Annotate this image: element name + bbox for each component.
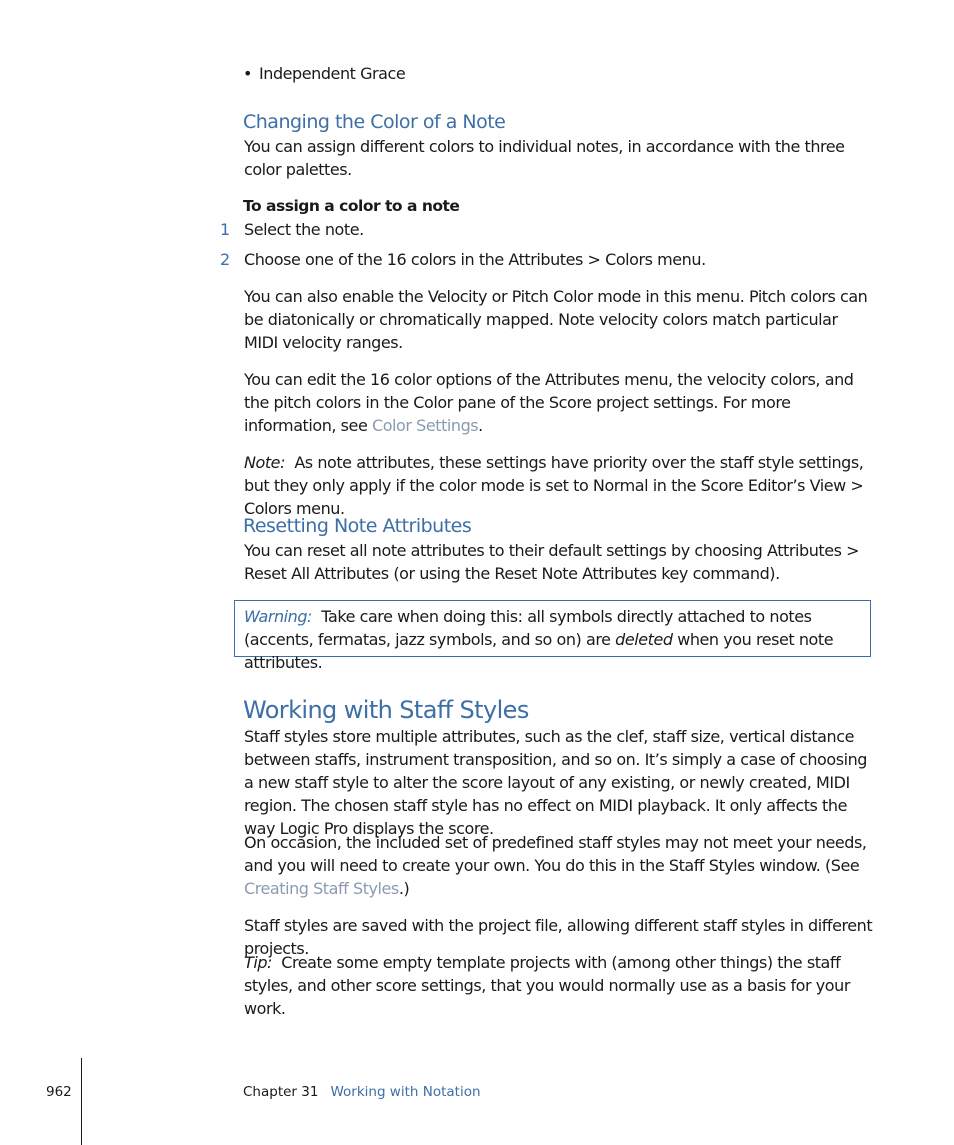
step-text: Choose one of the 16 colors in the Attributes > Colors menu. <box>244 250 706 269</box>
warning-paragraph <box>244 605 869 674</box>
step-1 <box>220 218 880 241</box>
color-settings-link[interactable]: Color Settings <box>371 416 479 435</box>
step-text: Select the note. <box>244 220 364 239</box>
paragraph-end: .) <box>398 879 410 898</box>
tip-text: Create some empty template projects with (among other things) the staff styles, and other score settings, that you would normally use as a basis for your work. <box>244 953 850 1018</box>
paragraph-end: . <box>478 416 483 435</box>
paragraph-staff-styles-1: Staff styles store multiple attributes, such as the clef, staff size, vertical distance between staffs, instrument transposition, and so on. It’s simply a case of choosing a new staff style to alter the score layout of any existing, or newly created, MIDI region. The chosen staff style has no effect on MIDI playback. It only affects the way Logic Pro displays the score. <box>244 727 868 838</box>
chapter-number: Chapter 31 <box>243 1084 319 1100</box>
warning-emphasis: deleted <box>615 630 673 649</box>
heading-resetting-attributes: Resetting Note Attributes <box>243 515 472 537</box>
warning-label: Warning: <box>244 607 313 626</box>
bullet-icon: • <box>243 64 252 83</box>
paragraph-text: You can edit the 16 color options of the Attributes menu, the velocity colors, and the pitch colors in the Color pane of the Score project settings. For more information, see <box>244 370 854 435</box>
footer-chapter <box>243 1084 481 1100</box>
chapter-title: Working with Notation <box>330 1084 481 1100</box>
warning-box <box>234 600 871 672</box>
creating-staff-styles-link[interactable]: Creating Staff Styles <box>244 879 399 898</box>
paragraph-color-intro: You can assign different colors to individual notes, in accordance with the three color palettes. <box>244 137 845 179</box>
step-number: 1 <box>220 220 230 239</box>
paragraph-text: On occasion, the included set of predefined staff styles may not meet your needs, and you will need to create your own. You do this in the Staff Styles window. (See <box>244 833 867 875</box>
bullet-text: Independent Grace <box>259 64 406 83</box>
tip-label: Tip: <box>244 953 272 972</box>
heading-changing-color: Changing the Color of a Note <box>243 111 506 133</box>
warning-text: Take care when doing this: all symbols directly attached to notes (accents, fermatas, jazz symbols, and so on) are <box>244 607 812 649</box>
page-number: 962 <box>46 1084 72 1100</box>
footer-divider <box>81 1058 82 1145</box>
task-title: To assign a color to a note <box>243 197 460 215</box>
tip-paragraph <box>244 951 876 1020</box>
paragraph-staff-styles-3: Staff styles are saved with the project file, allowing different staff styles in different projects. <box>244 916 873 958</box>
warning-text-end: when you reset note attributes. <box>244 630 834 672</box>
heading-working-staff-styles: Working with Staff Styles <box>243 696 529 724</box>
note-text: As note attributes, these settings have priority over the staff style settings, but they only apply if the color mode is set to Normal in the Score Editor’s View > Colors menu. <box>244 453 864 518</box>
step-number: 2 <box>220 250 230 269</box>
step-2 <box>220 248 880 271</box>
paragraph-staff-styles-2 <box>244 831 876 900</box>
paragraph-edit-colors <box>244 368 876 437</box>
paragraph-velocity-mode: You can also enable the Velocity or Pitch Color mode in this menu. Pitch colors can be diatonically or chromatically mapped. Note velocity colors match particular MIDI velocity ranges. <box>244 287 868 352</box>
note-label: Note: <box>244 453 286 472</box>
bullet-list-item <box>243 62 863 85</box>
note-paragraph <box>244 451 876 520</box>
paragraph-reset-intro: You can reset all note attributes to their default settings by choosing Attributes > Reset All Attributes (or using the Reset Note Attributes key command). <box>244 541 860 583</box>
